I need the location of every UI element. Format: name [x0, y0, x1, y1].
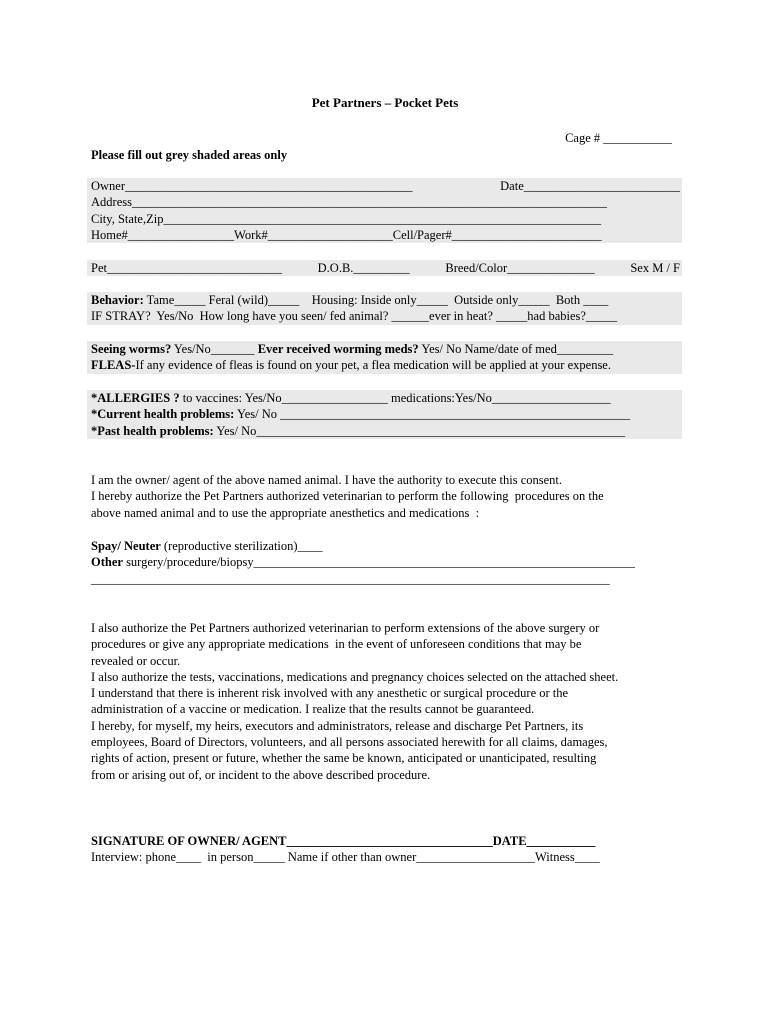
worms-line: [87, 341, 682, 357]
spay-neuter-label: Spay/ Neuter: [91, 539, 161, 553]
fill-instructions: Please fill out grey shaded areas only: [91, 148, 288, 162]
pet-name-field[interactable]: Pet____________________________: [91, 261, 282, 275]
allergies-line: [87, 390, 682, 406]
allergies-field[interactable]: to vaccines: Yes/No_________________ medications:Yes/No___________________: [179, 391, 611, 405]
authorization-line: procedures or give any appropriate medications in the event of unforeseen conditions that may be: [91, 637, 582, 652]
owner-date-row: [87, 178, 682, 194]
procedure-blank-line[interactable]: ___________________________________________________________________________________: [91, 571, 610, 586]
worms-answer[interactable]: Yes/No_______: [171, 342, 258, 356]
authorization-line: employees, Board of Directors, volunteers, and all persons associated herewith for all claims, damages,: [91, 735, 608, 750]
pet-info-row: [87, 260, 682, 276]
authorization-line: administration of a vaccine or medication. I realize that the results cannot be guaranteed.: [91, 702, 535, 717]
authorization-line: I also authorize the tests, vaccinations, medications and pregnancy choices selected on the attached sheet.: [91, 669, 619, 684]
fleas-line: [87, 357, 682, 373]
spay-neuter-field[interactable]: (reproductive sterilization)____: [160, 539, 323, 553]
signature-line[interactable]: SIGNATURE OF OWNER/ AGENT_________________________________DATE___________: [91, 834, 596, 848]
dob-field[interactable]: D.O.B._________: [317, 261, 410, 275]
stray-line[interactable]: IF STRAY? Yes/No How long have you seen/ fed animal? ______ever in heat? _____had babies?_____: [91, 309, 618, 324]
consent-line-2: I hereby authorize the Pet Partners authorized veterinarian to perform the following procedures on the: [91, 489, 604, 504]
owner-field[interactable]: Owner______________________________________________: [91, 179, 413, 193]
behavior-section: [87, 292, 682, 325]
worming-meds-label: Ever received worming meds?: [257, 342, 419, 356]
phone-numbers-field[interactable]: Home#_________________Work#____________________Cell/Pager#________________________: [91, 227, 602, 242]
authorization-line: I hereby, for myself, my heirs, executors and administrators, release and discharge Pet Partners, its: [91, 718, 584, 733]
form-title: Pet Partners – Pocket Pets: [311, 95, 459, 110]
authorization-paragraph: [91, 620, 686, 783]
worms-label: Seeing worms?: [91, 342, 172, 356]
current-health-label: *Current health problems:: [91, 407, 235, 422]
past-health-field[interactable]: Yes/ No___________________________________________________________: [213, 423, 626, 438]
breed-color-field[interactable]: Breed/Color______________: [445, 261, 595, 275]
health-section: [87, 390, 682, 439]
interview-line[interactable]: Interview: phone____ in person_____ Name if other than owner___________________Witness____: [91, 850, 600, 865]
city-state-zip-field[interactable]: City, State,Zip______________________________________________________________________: [91, 211, 601, 226]
behavior-options[interactable]: Tame_____ Feral (wild)_____ Housing: Inside only_____ Outside only_____ Both ____: [143, 293, 609, 307]
behavior-label: Behavior:: [91, 293, 144, 307]
other-procedure-line: [91, 554, 686, 570]
authorization-line: I also authorize the Pet Partners authorized veterinarian to perform extensions of the above surgery or: [91, 621, 600, 635]
worming-meds-answer[interactable]: Yes/ No Name/date of med_________: [418, 342, 614, 356]
fleas-label: FLEAS-: [91, 358, 136, 373]
authorization-line: rights of action, present or future, whether the same be known, anticipated or unanticipated, resulting: [91, 751, 597, 766]
address-field[interactable]: Address____________________________________________________________________________: [91, 195, 607, 210]
spay-neuter-line: [91, 538, 686, 554]
current-health-line: [87, 406, 682, 422]
sex-field[interactable]: Sex M / F: [630, 261, 680, 275]
allergies-label: *ALLERGIES ?: [91, 391, 180, 405]
procedures-section: [91, 538, 686, 587]
consent-line-3: above named animal and to use the appropriate anesthetics and medications :: [91, 505, 480, 520]
consent-line-1: I am the owner/ agent of the above named animal. I have the authority to execute this consent.: [91, 473, 563, 487]
authorization-line: revealed or occur.: [91, 653, 181, 668]
behavior-line: [87, 292, 682, 308]
owner-info-section: [87, 178, 682, 243]
authorization-line: from or arising out of, or incident to the above described procedure.: [91, 767, 431, 782]
worms-fleas-section: [87, 341, 682, 374]
date-field[interactable]: Date_________________________: [500, 179, 680, 193]
other-procedure-label: Other: [91, 555, 123, 570]
past-health-line: [87, 423, 682, 439]
fleas-notice: If any evidence of fleas is found on your pet, a flea medication will be applied at your expense.: [135, 358, 611, 373]
consent-statement: [91, 472, 686, 521]
current-health-field[interactable]: Yes/ No ________________________________________________________: [234, 407, 631, 422]
authorization-line: I understand that there is inherent risk involved with any anesthetic or surgical procedure or the: [91, 686, 569, 701]
cage-number-field[interactable]: Cage # ___________: [565, 131, 672, 145]
signature-section: [91, 833, 686, 866]
other-procedure-field[interactable]: surgery/procedure/biopsy_____________________________________________________________: [122, 555, 635, 570]
past-health-label: *Past health problems:: [91, 423, 214, 438]
pet-info-section: [87, 260, 682, 276]
